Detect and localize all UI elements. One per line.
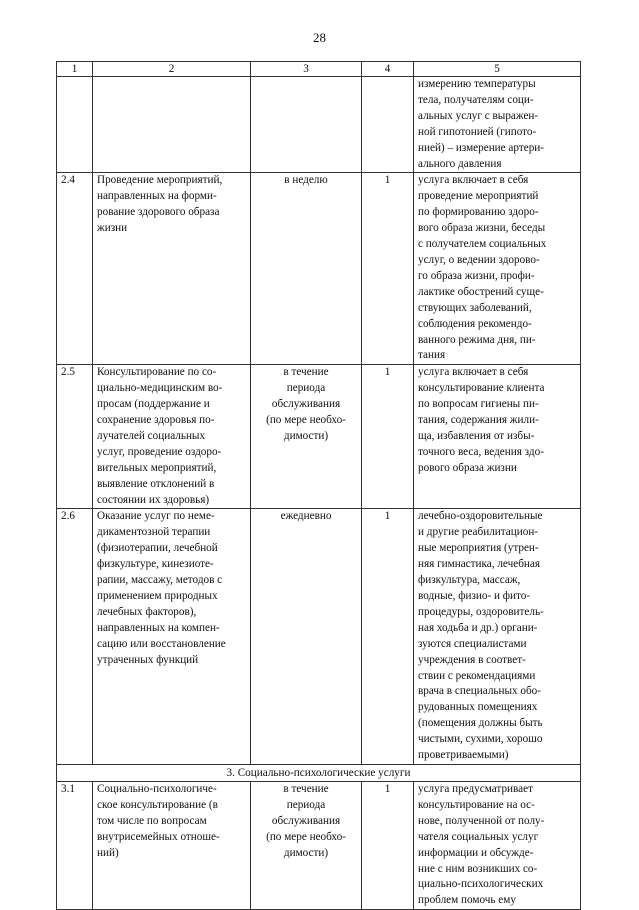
service-name-cell: Социально-психологиче- ское консультирование (в том числе по вопросам внутрисемейных отноше- ний) [93, 781, 251, 909]
quantity-cell: 1 [362, 781, 414, 909]
row-number-cell: 2.5 [57, 365, 93, 509]
table-row [57, 781, 581, 909]
section-row [57, 764, 581, 781]
row-number-cell: 3.1 [57, 781, 93, 909]
section-title: 3. Социально-психологические услуги [57, 764, 581, 781]
column-header: 5 [414, 62, 581, 77]
period-cell: в неделю [251, 173, 362, 365]
column-header: 3 [251, 62, 362, 77]
quantity-cell: 1 [362, 173, 414, 365]
table-header-row [57, 62, 581, 77]
description-cell: измерению температуры тела, получателям соци- альных услуг с выражен- ной гипотонией (гипото- нией) – измерение артери- ального давления [414, 77, 581, 173]
description-cell: услуга предусматривает консультирование на ос- нове, полученной от полу- чателя социальных услуг информации и обсужде- ние с ним возникших со- циально-психологических проблем помочь ему [414, 781, 581, 909]
table-row [57, 509, 581, 765]
row-number-cell: 2.4 [57, 173, 93, 365]
service-name-cell: Проведение мероприятий, направленных на форми- рование здорового образа жизни [93, 173, 251, 365]
continuation-row [57, 77, 581, 173]
services-table [56, 61, 581, 910]
column-header: 4 [362, 62, 414, 77]
quantity-cell: 1 [362, 365, 414, 509]
service-rows-group-a [57, 173, 581, 765]
description-cell: услуга включает в себя проведение мероприятий по формированию здоро- вого образа жизни, беседы с получателем социальных услуг, о ведении здорово- го образа жизни, профи- лактике обострений суще- ствующих заболеваний, соблюдения рекомендо- ванного режима дня, пи- тания [414, 173, 581, 365]
period-cell: ежедневно [251, 509, 362, 765]
column-header: 1 [57, 62, 93, 77]
period-cell: в течение периода обслуживания (по мере необхо- димости) [251, 781, 362, 909]
service-name-cell: Оказание услуг по неме- дикаментозной терапии (физиотерапии, лечебной физкультуре, кинезиоте- рапии, массажу, методов с применением природных лечебных факторов), направленных на компен- сацию или восстановление утраченных функций [93, 509, 251, 765]
service-rows-group-b [57, 781, 581, 909]
description-cell: услуга включает в себя консультирование клиента по вопросам гигиены пи- тания, содержания жили- ща, избавления от избы- точного веса, ведения здо- рового образа жизни [414, 365, 581, 509]
service-name-cell [93, 77, 251, 173]
quantity-cell [362, 77, 414, 173]
column-header: 2 [93, 62, 251, 77]
service-name-cell: Консультирование по со- циально-медицинским во- просам (поддержание и сохранение здоровья по- лучателей социальных услуг, проведение оздоро- вительных мероприятий, выявление отклонений в состоянии их здоровья) [93, 365, 251, 509]
period-cell [251, 77, 362, 173]
table-row [57, 365, 581, 509]
table-row [57, 173, 581, 365]
row-number-cell [57, 77, 93, 173]
quantity-cell: 1 [362, 509, 414, 765]
page-number: 28 [313, 30, 326, 45]
description-cell: лечебно-оздоровительные и другие реабилитацион- ные мероприятия (утрен- няя гимнастика, лечебная физкультура, массаж, водные, физио- и фито- процедуры, оздоровитель- ная ходьба и др.) органи- зуются специалистами учреждения в соответ- ствии с рекомендациями врача в специальных обо- рудованных помещениях (помещения должны быть чистыми, сухими, хорошо проветриваемыми) [414, 509, 581, 765]
row-number-cell: 2.6 [57, 509, 93, 765]
period-cell: в течение периода обслуживания (по мере необхо- димости) [251, 365, 362, 509]
